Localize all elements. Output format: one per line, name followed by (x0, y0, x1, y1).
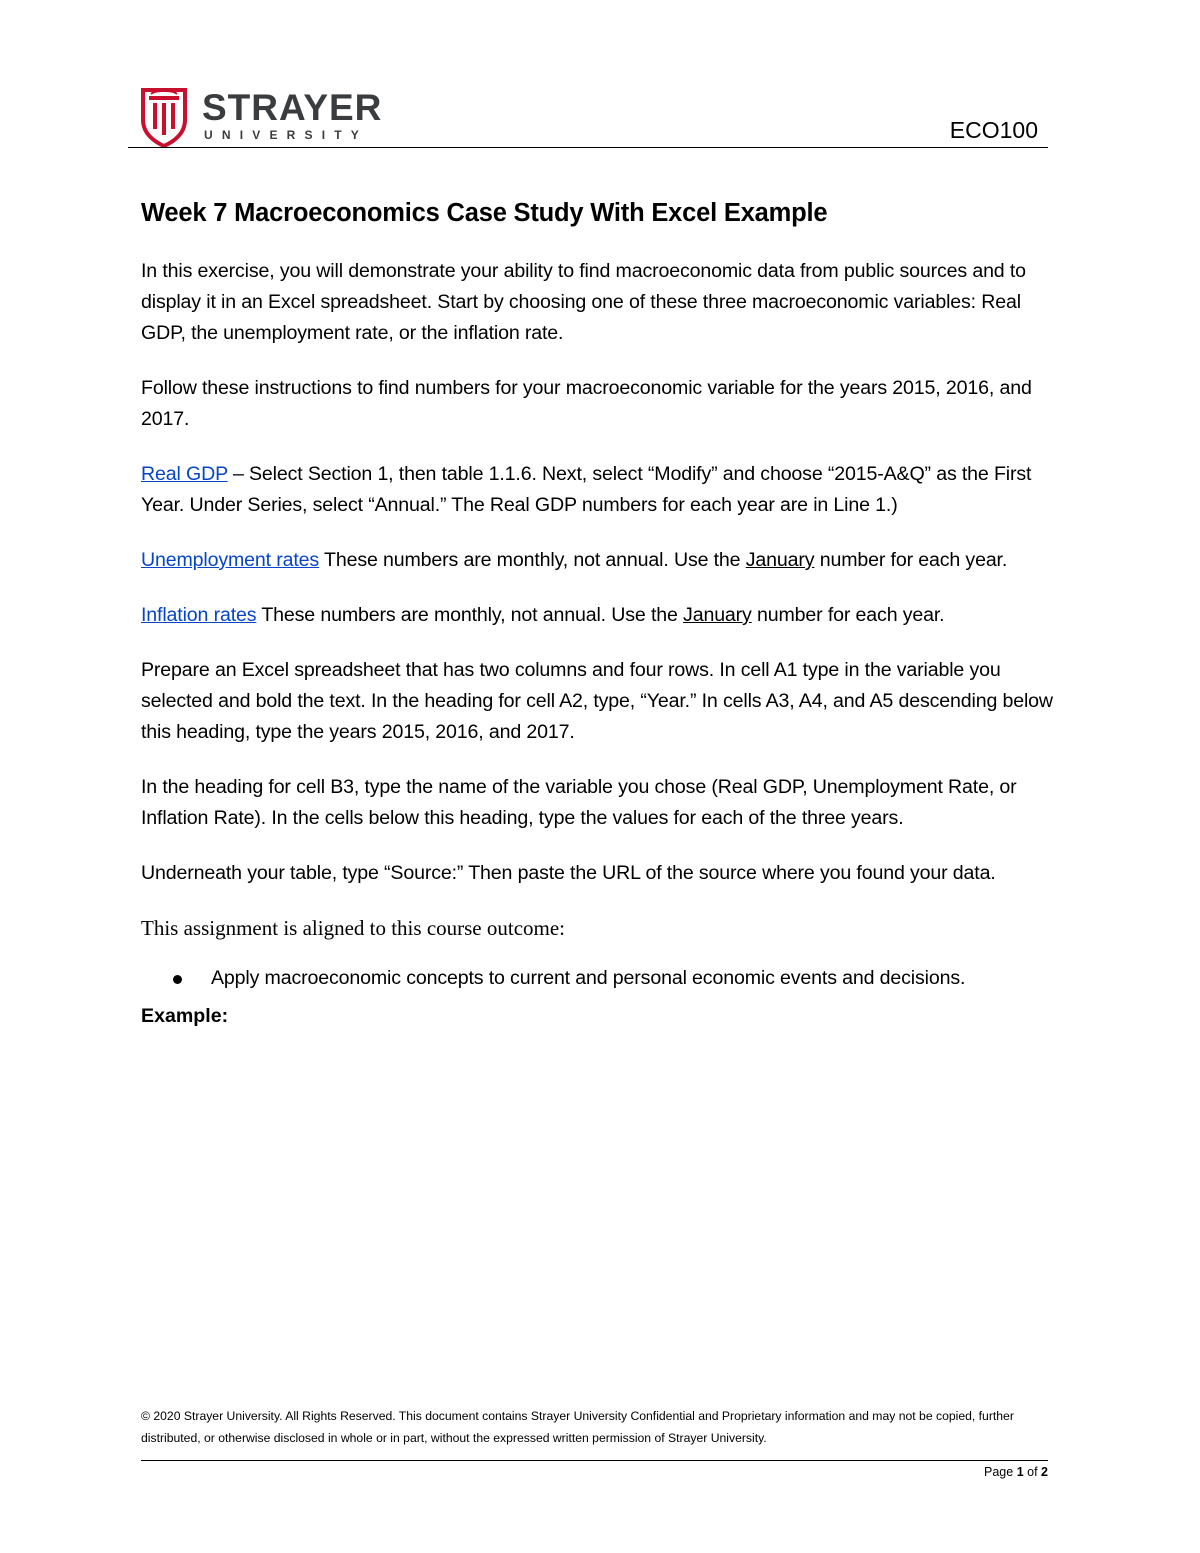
real-gdp-text: – Select Section 1, then table 1.1.6. Next, select “Modify” and choose “2015-A&Q” as the First Year. Under Series, select “Annual.” The Real GDP numbers for each year are in Line 1.) (141, 463, 1032, 516)
copyright-notice: © 2020 Strayer University. All Rights Reserved. This document contains Strayer University Confidential and Proprietary information and may not be copied, further distributed, or otherwise disclosed in whole or in part, without the expressed written permission of Strayer University. (141, 1409, 1014, 1445)
page-number (984, 1463, 1048, 1481)
outcome-list (141, 963, 1071, 994)
intro-paragraph: In this exercise, you will demonstrate your ability to find macroeconomic data from public sources and to display it in an Excel spreadsheet. Start by choosing one of these three macroeconomic variables: Real GDP, the unemployment rate, or the inflation rate. (141, 260, 1026, 344)
inflation-text-after: number for each year. (751, 604, 945, 626)
inflation-text-before: These numbers are monthly, not annual. Use the (256, 604, 684, 626)
inflation-paragraph (141, 600, 1071, 631)
real-gdp-paragraph (141, 459, 1071, 521)
unemployment-text-before: These numbers are monthly, not annual. Use the (319, 549, 746, 571)
instructions-paragraph: Follow these instructions to find numbers for your macroeconomic variable for the years 2015, 2016, and 2017. (141, 377, 1032, 430)
unemployment-rates-link[interactable]: Unemployment rates (141, 549, 320, 571)
inflation-rates-link[interactable]: Inflation rates (141, 604, 257, 626)
unemployment-paragraph (141, 545, 1071, 576)
outcome-text: Apply macroeconomic concepts to current and personal economic events and decisions. (211, 967, 966, 989)
aligned-paragraph: This assignment is aligned to this course outcome: (141, 916, 566, 940)
page-footer (141, 1405, 1051, 1449)
page-header (141, 86, 1048, 149)
document-title: Week 7 Macroeconomics Case Study With Excel Example (141, 199, 828, 227)
course-code: ECO100 (949, 117, 1038, 143)
example-label: Example: (141, 1005, 229, 1027)
prepare-paragraph: Prepare an Excel spreadsheet that has two columns and four rows. In cell A1 type in the variable you selected and bold the text. In the heading for cell A2, type, “Year.” In cells A3, A4, and A5 descending below this heading, type the years 2015, 2016, and 2017. (141, 659, 1053, 743)
page-label: Page (984, 1465, 1014, 1479)
strayer-logo (141, 86, 401, 148)
real-gdp-link[interactable]: Real GDP (141, 463, 228, 485)
unemployment-text-after: number for each year. (814, 549, 1008, 571)
header-divider (128, 147, 1048, 148)
source-paragraph: Underneath your table, type “Source:” Then paste the URL of the source where you found your data. (141, 862, 996, 884)
unemployment-january: January (745, 549, 815, 571)
document-body (141, 196, 1071, 1030)
bullet-icon (173, 975, 182, 984)
page-total: 2 (1041, 1465, 1048, 1479)
page-of: of (1027, 1465, 1038, 1479)
footer-divider (141, 1460, 1048, 1461)
inflation-january: January (683, 604, 752, 626)
page-current: 1 (1016, 1465, 1024, 1479)
heading-b3-paragraph: In the heading for cell B3, type the name of the variable you chose (Real GDP, Unemployment Rate, or Inflation Rate). In the cells below this heading, type the values for each of the three years. (141, 776, 1017, 829)
logo-wordmark: STRAYER (202, 87, 383, 128)
shield-column-icon (141, 86, 189, 148)
logo-subtitle: UNIVERSITY (204, 128, 369, 142)
list-item (141, 963, 1071, 994)
